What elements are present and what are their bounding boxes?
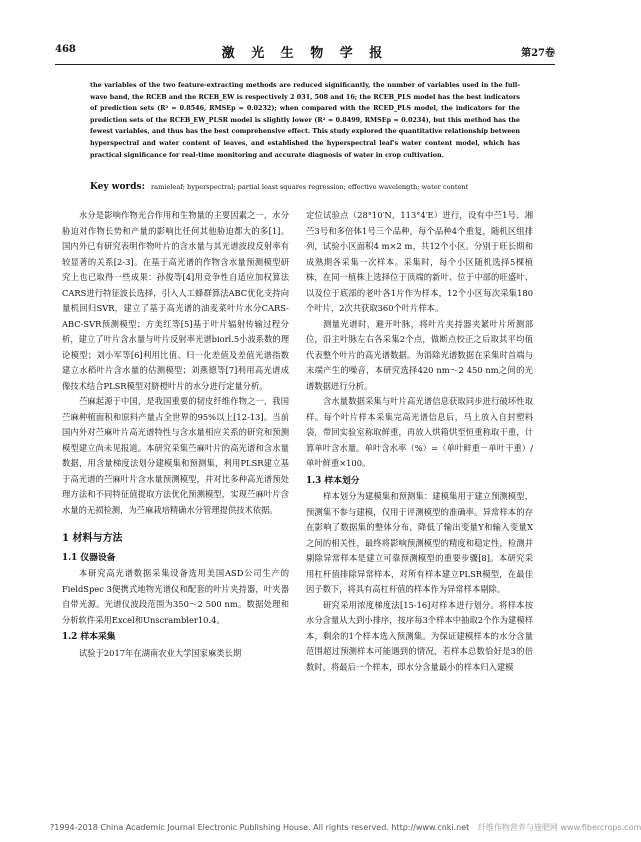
section-heading: 1 材料与方法 <box>62 533 123 544</box>
body-paragraph: 水分是影响作物光合作用和生物量的主要因素之一，水分胁迫对作物长势和产量的影响比任何其他胁迫都大的多[1]。国内外已有研究表明作物叶片的含水量与其光谱波段反射率有较显著的关系[2-3]。在基于高光谱的作物含水量预测模型研究上也已取得一些成果：孙俊等[4]用竞争性自适应加权算法CARS进行特征波长选择，引入人工蜂群算法ABC优化支持向量机回归SVR，建立了基于高光谱的油麦菜叶片水分CARS-ABC-SVR预测模型；方美红等[5]基于叶片辐射传输过程分析，建立了叶片含水量与叶片反射率光谱biorl.5小波系数的理论模型；刘小军等[6]利用比值、归一化差值及差值光谱指数建立水稻叶片含水量的估测模型；刘燕德等[7]利用高光谱成像技术结合PLSR模型对脐橙叶片的水分进行定量分析。 <box>62 210 289 391</box>
page-footer <box>50 822 641 833</box>
left-column <box>62 208 289 661</box>
subsection-heading: 1.1 仪器设备 <box>62 552 116 563</box>
subsection-heading: 1.2 样本采集 <box>62 632 116 642</box>
right-column <box>306 208 533 675</box>
journal-title: 激 光 生 物 学 报 <box>221 46 389 61</box>
english-abstract <box>90 80 520 161</box>
body-paragraph: 样本划分为建模集和预测集：建模集用于建立预测模型，预测集不参与建模，仅用于评测模型的准确率。异常样本的存在影响了数据集的整体分布，降低了输出变量Y和输入变量X之间的相关性，最终将影响预测模型的精度和稳定性，检测并剔除异常样本是建立可靠预测模型的重要步骤[8]。本研究采用杠杆值排除异常样本，对所有样本建立PLSR模型，在最佳因子数下，将具有高杠杆值的样本作为异常样本剔除。 <box>306 491 533 594</box>
body-paragraph: 本研究高光谱数据采集设备选用美国ASD公司生产的FieldSpec 3便携式地物光谱仪和配套的叶片夹持器，叶夹器自带光源。光谱仪波段范围为350～2 500 nm。数据处理和分析软件采用Excel和Unscrambler10.4。 <box>62 568 289 625</box>
footer-watermark: 纤维作物营养与施肥网 www.fibercrops.com <box>477 823 641 832</box>
running-header <box>55 42 555 65</box>
volume-label: 第27卷 <box>521 48 555 59</box>
body-paragraph: 含水量数据采集与叶片高光谱信息获取同步进行破坏性取样。每个叶片样本采集完高光谱信息后，马上放入自封塑料袋，带回实验室称取鲜重，再放入烘箱烘至恒重称取干重，计算单叶含水量。单叶含水率（%）=（单叶鲜重－单叶干重）/单叶鲜重×100。 <box>306 396 533 468</box>
body-paragraph: 定位试验点（28°10′N，113°4′E）进行，设有中苎1号、湘苎3号和多倍体1号三个品种，每个品种4个重复，随机区组排列，试验小区面积4 m×2 m，共12个小区。分别于旺长期和成熟期各采集一次样本。采集时，每个小区随机选择5棵植株，在同一植株上选择位于顶端的新叶、位于中部的旺盛叶、以及位于底部的老叶各1片作为样本，12个小区每次采集180个叶片，2次共获取360个叶片样本。 <box>306 210 533 313</box>
keywords-text: ramieleaf; hyperspectral; partial least squares regression; effective wavelength; water content <box>151 183 469 191</box>
body-paragraph: 苎麻起源于中国，是我国重要的韧皮纤维作物之一，我国苎麻种植面积和原料产量占全世界的95%以上[12-13]。当前国内外对苎麻叶片高光谱特性与含水量相应关系的研究和预测模型建立尚未见报道。本研究采集苎麻叶片的高光谱和含水量数据，用含量梯度法划分建模集和预测集，利用PLSR建立基于高光谱的苎麻叶片含水量预测模型，并对比多种高光谱预处理方法和不同特征值提取方法优化预测模型，实现苎麻叶片含水量的无损检测，为苎麻栽培精确水分管理提供技术依据。 <box>62 396 289 515</box>
footer-copyright: ?1994-2018 China Academic Journal Electronic Publishing House. All rights reserved. http://www.cnki.net <box>50 823 470 832</box>
body-paragraph: 试验于2017年在湖南农业大学国家麻类长期 <box>79 647 242 658</box>
keywords-label: Key words: <box>90 182 145 192</box>
body-paragraph: 研究采用浓度梯度法[15-16]对样本进行划分。将样本按水分含量从大到小排序，按序每3个样本中抽取2个作为建模样本，剩余的1个样本选入预测集。为保证建模样本的水分含量范围超过预测样本可能遇到的情况，若样本总数恰好是3的倍数时，将最后一个样本，即水分含量最小的样本归入建模 <box>306 599 533 672</box>
subsection-heading: 1.3 样本划分 <box>306 475 360 486</box>
body-paragraph: 测量光谱时，避开叶脉，将叶片夹持器夹紧叶片所测部位，沿主叶脉左右各采集2个点，做断点校正之后取其平均值代表整个叶片的高光谱数据。为消除光谱数据在采集时首端与末端产生的噪音，本研究选择420 nm～2 450 nm之间的光谱数据进行分析。 <box>306 318 533 391</box>
page-number: 468 <box>55 44 76 55</box>
abstract-text: the variables of the two feature-extracting methods are reduced significantly, the number of variables used in the full-wave band, the RCEB and the RCEB_EW is respectively 2 031, 508 and 16; the RCEB_PLS model has the best indicators of prediction sets (R² = 0.8546, RMSEp = 0.0232); when compared with the RCED_PLS model, the indicators for the prediction sets of the RCEB_EW_PLSR model is slightly lower (R² = 0.8499, RMSEp = 0.0234), but this method has the fewest variables, and thus has the best comprehensive effect. This study explored the quantitative relationship between hyperspectral and water content of leaves, and established the hyperspectral leaf's water content model, which has practical significance for real-time monitoring and accurate diagnosis of water in crop cultivation. <box>90 81 520 159</box>
keywords-line <box>90 182 530 193</box>
